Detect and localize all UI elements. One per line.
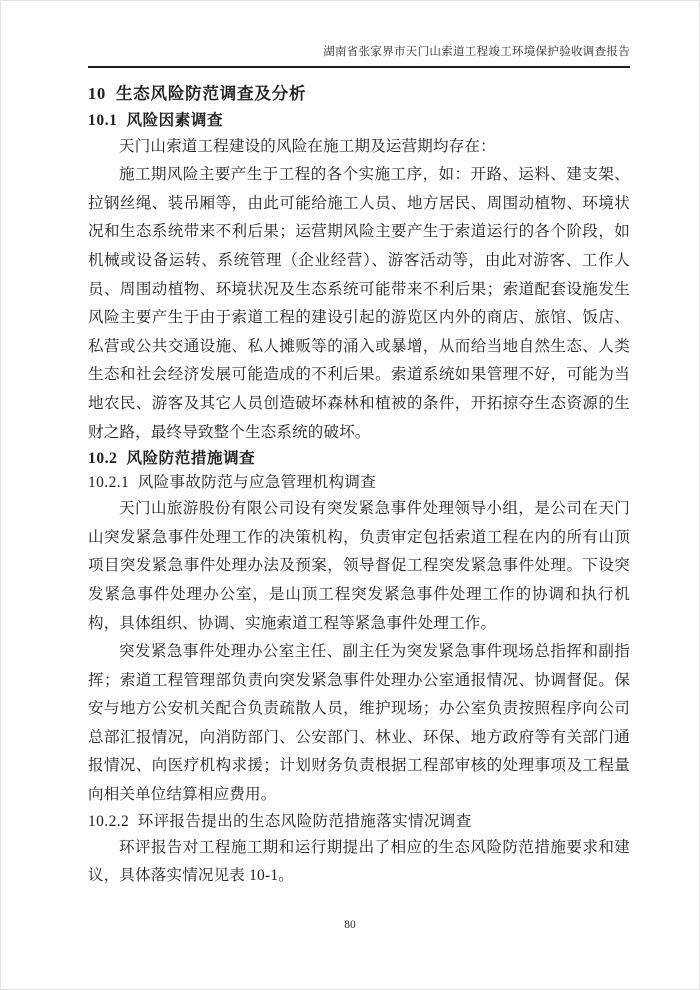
paragraph-risk-factors: 施工期风险主要产生于工程的各个实施工序，如：开路、运料、建支架、拉钢丝绳、装吊厢等，由此可能给施工人员、地方居民、周围动植物、环境状况和生态系统带来不利后果；运营期风险主要产生于索道运行的各个阶段，如机械或设备运转、系统管理（企业经营）、游客活动等，由此对游客、工作人员、周围动植物、环境状况及生态系统可能带来不利后果；索道配套设施发生风险主要产生于由于索道工程的建设引起的游览区内外的商店、旅馆、饭店、私营或公共交通设施、私人摊贩等的涌入或暴增，从而给当地自然生态、人类生态和社会经济发展可能造成的不利后果。索道系统如果管理不好，可能为当地农民、游客及其它人员创造破坏森林和植被的条件，开拓掠夺生态资源的生财之路，最终导致整个生态系统的破坏。: [88, 166, 630, 441]
section-heading-10-2-1: 10.2.1 风险事故防范与应急管理机构调查: [88, 474, 377, 492]
paragraph-risk-intro: 天门山索道工程建设的风险在施工期及运营期均存在：: [119, 137, 496, 155]
page-number: 80: [344, 919, 356, 931]
running-header: 湖南省张家界市天门山索道工程竣工环境保护验收调查报告: [323, 46, 630, 58]
section-heading-10-1: 10.1 风险因素调查: [88, 111, 224, 129]
paragraph-eia-measures: 环评报告对工程施工期和运行期提出了相应的生态风险防范措施要求和建议，具体落实情况见表 10-1。: [88, 838, 630, 885]
section-heading-10: 10 生态风险防范调查及分析: [88, 84, 307, 103]
section-heading-10-2: 10.2 风险防范措施调查: [88, 450, 256, 468]
header-rule: [88, 66, 630, 68]
paragraph-emergency-office-duties: 突发紧急事件处理办公室主任、副主任为突发紧急事件现场总指挥和副指挥；索道工程管理部负责向突发紧急事件处理办公室通报情况、协调督促。保安与地方公安机关配合负责疏散人员，维护现场；办公室负责按照程序向公司总部汇报情况，向消防部门、公安部门、林业、环保、地方政府等有关部门通报情况、向医疗机构求援；计划财务负责根据工程部审核的处理事项及工程量向相关单位结算相应费用。: [88, 643, 630, 804]
section-heading-10-2-2: 10.2.2 环评报告提出的生态风险防范措施落实情况调查: [88, 812, 472, 830]
paragraph-emergency-leadership: 天门山旅游股份有限公司设有突发紧急事件处理领导小组，是公司在天门山突发紧急事件处理工作的决策机构，负责审定包括索道工程在内的所有山顶项目突发紧急事件处理办法及预案，领导督促工程突发紧急事件处理。下设突发紧急事件处理办公室，是山顶工程突发紧急事件处理工作的协调和执行机构，具体组织、协调、实施索道工程等紧急事件处理工作。: [88, 500, 630, 632]
